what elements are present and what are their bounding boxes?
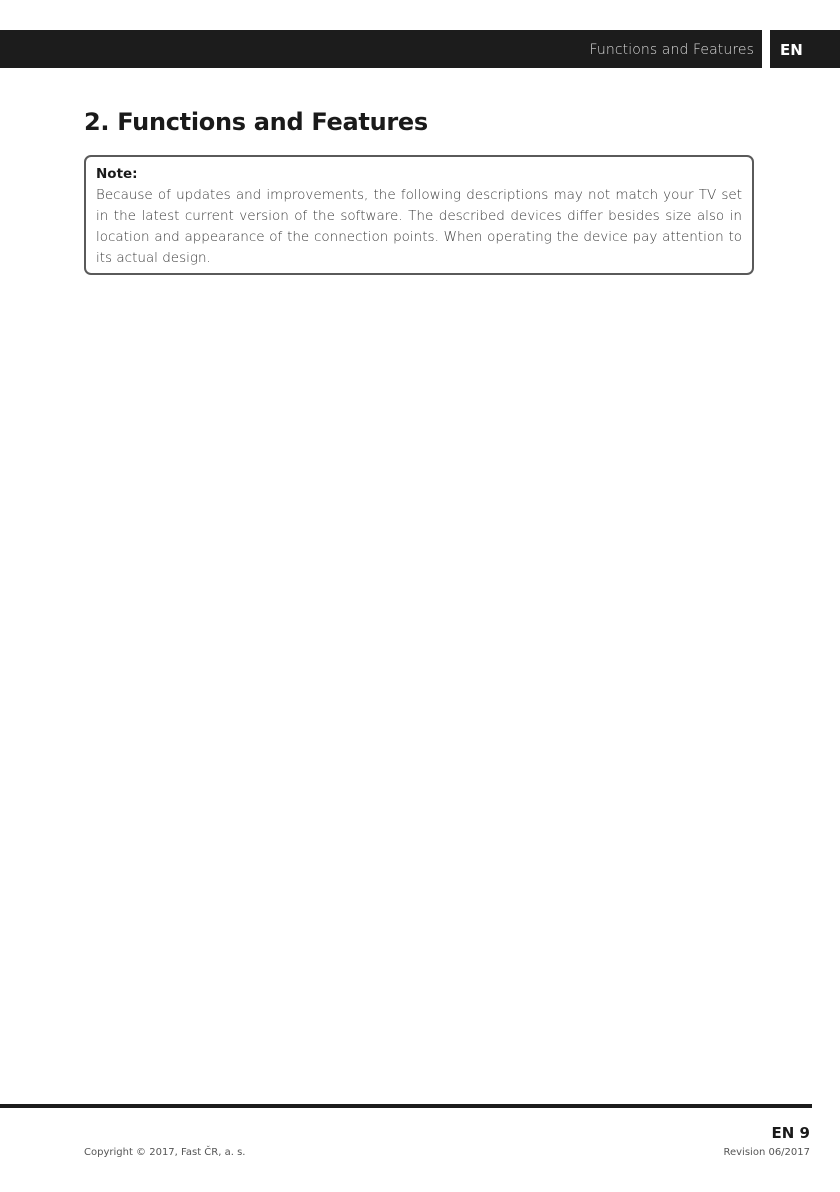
revision-text: Revision 06/2017 [723,1147,810,1158]
note-label: Note: [96,166,138,182]
language-label: EN [780,41,803,59]
header-bar [0,30,762,68]
header-section-title: Functions and Features [589,42,754,58]
footer-divider [0,1104,812,1108]
page-number: EN 9 [771,1124,810,1142]
language-tab [770,30,840,68]
note-box [84,155,754,275]
page-title: 2. Functions and Features [84,108,428,136]
copyright-text: Copyright © 2017, Fast ČR, a. s. [84,1147,246,1158]
note-text: Because of updates and improvements, the following descriptions may not match your TV set in the latest current version of the software. The described devices differ besides size also in location and appearance of the connection points. When operating the device pay attention to its actual design. [96,187,742,266]
